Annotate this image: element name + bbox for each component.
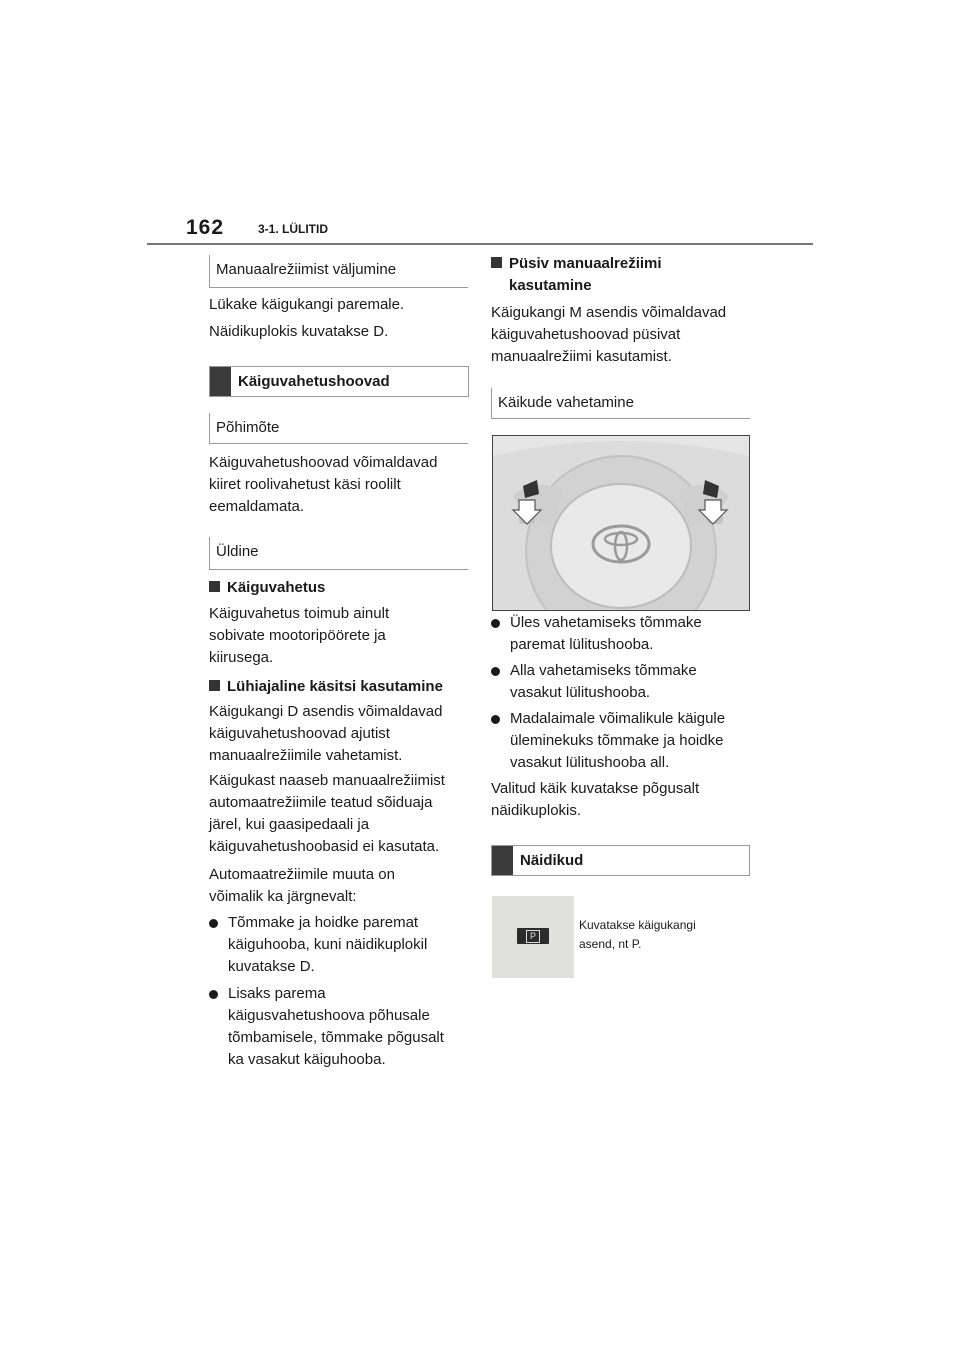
- heading-shift: [209, 577, 325, 599]
- line: automaatrežiimile teatud sõiduaja: [209, 794, 433, 811]
- line: näidikuplokis.: [491, 802, 582, 819]
- line: asend, nt P.: [579, 937, 642, 951]
- bullet-item: [209, 912, 427, 978]
- page-number: 162: [186, 216, 225, 239]
- paragraph: Lükake käigukangi paremale.: [209, 296, 405, 313]
- bullet-item: [209, 983, 444, 1071]
- line: Valitud käik kuvatakse põgusalt: [491, 780, 700, 797]
- line: tõmbamisele, tõmmake põgusalt: [228, 1029, 444, 1046]
- paragraph: Näidikuplokis kuvatakse D.: [209, 323, 389, 340]
- steering-wheel-figure: [492, 435, 750, 611]
- bar-marker: [210, 367, 231, 396]
- line: kiirusega.: [209, 649, 274, 666]
- subheading-gear-change: Käikude vahetamine: [491, 388, 750, 419]
- line: Lisaks parema: [228, 985, 326, 1002]
- section-bar-paddles: [209, 366, 469, 397]
- heading-temporary: [209, 676, 443, 698]
- gear-letter: P: [526, 930, 540, 943]
- line: võimalik ka järgnevalt:: [209, 888, 357, 905]
- bullet-dot-icon: [209, 919, 218, 928]
- line: Madalaimale võimalikule käigule: [510, 710, 726, 727]
- line: käiguvahetushoovad püsivat: [491, 326, 681, 343]
- line: kuvatakse D.: [228, 958, 315, 975]
- line: Käiguvahetus toimub ainult: [209, 605, 390, 622]
- line: Käigukast naaseb manuaalrežiimist: [209, 772, 445, 789]
- heading-text: Püsiv manuaalrežiimi: [509, 255, 662, 272]
- paragraph-temporary: [209, 701, 442, 767]
- line: käiguhooba, kuni näidikuplokil: [228, 936, 428, 953]
- gear-indicator-image: [492, 896, 574, 978]
- paragraph-selected-gear: [491, 778, 699, 822]
- line: käiguvahetushoovad ajutist: [209, 725, 390, 742]
- line: käiguvahetushoobasid ei kasutata.: [209, 838, 440, 855]
- line: Üles vahetamiseks tõmmake: [510, 614, 702, 631]
- bullet-dot-icon: [491, 715, 500, 724]
- line: Automaatrežiimile muuta on: [209, 866, 395, 883]
- bullet-dot-icon: [491, 619, 500, 628]
- line: Tõmmake ja hoidke paremat: [228, 914, 419, 931]
- subheading-general: Üldine: [209, 537, 468, 570]
- line: eemaldamata.: [209, 498, 305, 515]
- line: kiiret roolivahetust käsi roolilt: [209, 476, 401, 493]
- subheading-exit-manual: Manuaalrežiimist väljumine: [209, 255, 468, 288]
- section-title: 3-1. LÜLITID: [258, 222, 329, 236]
- line: üleminekuks tõmmake ja hoidke: [510, 732, 724, 749]
- line: käigusvahetushoova põhusale: [228, 1007, 430, 1024]
- line: Käigukangi M asendis võimaldavad: [491, 304, 727, 321]
- section-bar-label: Näidikud: [520, 852, 584, 869]
- steering-wheel-illustration: [493, 436, 749, 610]
- line: manuaalrežiimi kasutamist.: [491, 348, 672, 365]
- paragraph-permanent: [491, 302, 726, 368]
- subheading-principle: Põhimõte: [209, 413, 468, 444]
- line: manuaalrežiimile vahetamist.: [209, 747, 403, 764]
- heading-permanent: [491, 253, 662, 297]
- bar-marker: [492, 846, 513, 875]
- line: ka vasakut käiguhooba.: [228, 1051, 386, 1068]
- line: Käigukangi D asendis võimaldavad: [209, 703, 443, 720]
- gear-position-icon: [517, 928, 549, 944]
- square-bullet-icon: [209, 680, 220, 691]
- paragraph-shift: [209, 603, 389, 669]
- line: vasakut lülitushooba all.: [510, 754, 670, 771]
- bullet-item: [491, 660, 697, 704]
- square-bullet-icon: [491, 257, 502, 268]
- bullet-dot-icon: [491, 667, 500, 676]
- line: Alla vahetamiseks tõmmake: [510, 662, 697, 679]
- line: Kuvatakse käigukangi: [579, 918, 696, 932]
- section-bar-label: Käiguvahetushoovad: [238, 373, 390, 390]
- square-bullet-icon: [209, 581, 220, 592]
- heading-text: Lühiajaline käsitsi kasutamine: [227, 678, 443, 695]
- section-bar-indicators: [491, 845, 750, 876]
- bullet-dot-icon: [209, 990, 218, 999]
- paragraph-auto-change: [209, 864, 395, 908]
- line: sobivate mootoripöörete ja: [209, 627, 386, 644]
- paragraph-return-auto: [209, 770, 445, 858]
- indicator-caption: [579, 916, 739, 954]
- paragraph-principle: [209, 452, 438, 518]
- line: paremat lülitushooba.: [510, 636, 654, 653]
- bullet-item: [491, 612, 702, 656]
- line: järel, kui gaasipedaali ja: [209, 816, 370, 833]
- line: Käiguvahetushoovad võimaldavad: [209, 454, 438, 471]
- bullet-item: [491, 708, 725, 774]
- heading-text: kasutamine: [509, 277, 592, 294]
- header-divider: [147, 243, 813, 245]
- heading-text: Käiguvahetus: [227, 579, 326, 596]
- line: vasakut lülitushooba.: [510, 684, 651, 701]
